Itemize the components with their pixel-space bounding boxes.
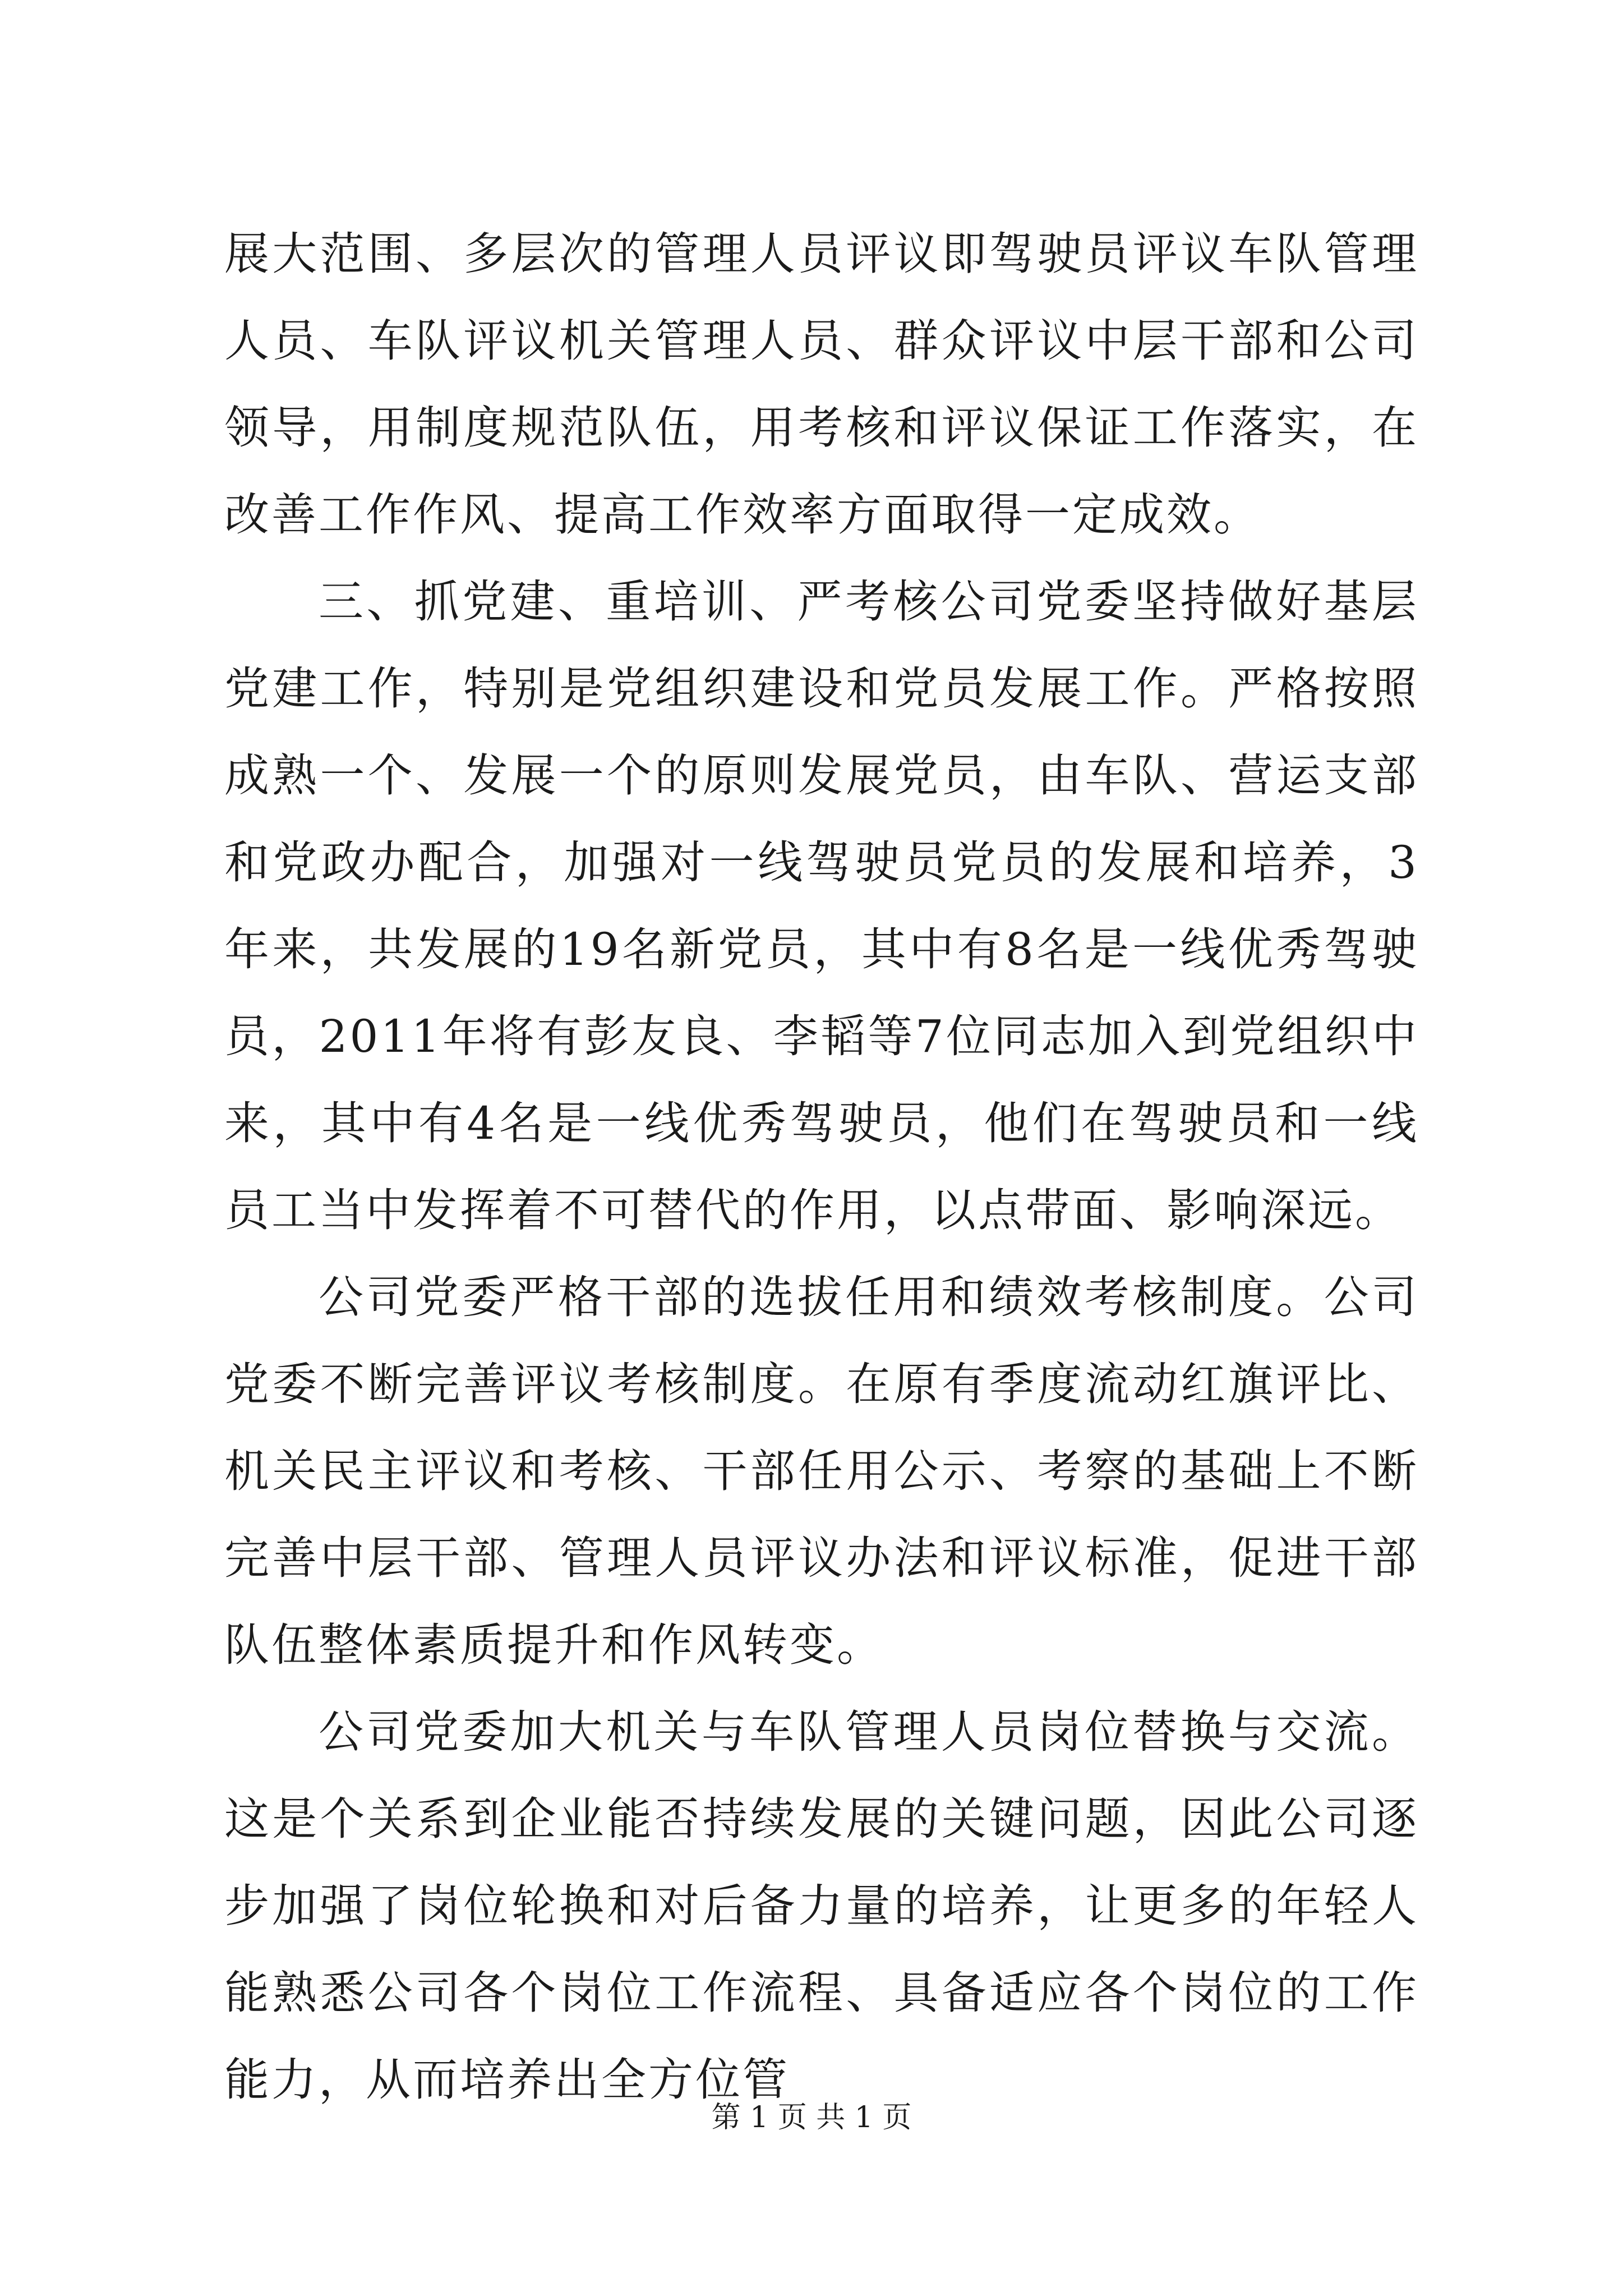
paragraph-cadre-assessment: 公司党委严格干部的选拔任用和绩效考核制度。公司党委不断完善评议考核制度。在原有季度流动红旗评比、机关民主评议和考核、干部任用公示、考察的基础上不断完善中层干部、管理人员评议办法和评议标准，促进干部队伍整体素质提升和作风转变。 bbox=[224, 1271, 1419, 1671]
page-footer: 第 1 页 共 1 页 bbox=[711, 2101, 912, 2134]
document-body bbox=[224, 210, 1419, 2123]
paragraph-job-rotation: 公司党委加大机关与车队管理人员岗位替换与交流。这是个关系到企业能否持续发展的关键问题，因此公司逐步加强了岗位轮换和对后备力量的培养，让更多的年轻人能熟悉公司各个岗位工作流程、具备适应各个岗位的工作能力，从而培养出全方位管 bbox=[224, 1706, 1419, 2106]
paragraph-party-building: 三、抓党建、重培训、严考核公司党委坚持做好基层党建工作，特别是党组织建设和党员发展工作。严格按照成熟一个、发展一个的原则发展党员，由车队、营运支部和党政办配合，加强对一线驾驶员党员的发展和培养，3年来，共发展的19名新党员，其中有8名是一线优秀驾驶员，2011年将有彭友良、李韬等7位同志加入到党组织中来，其中有4名是一线优秀驾驶员，他们在驾驶员和一线员工当中发挥着不可替代的作用，以点带面、影响深远。 bbox=[224, 576, 1419, 1236]
paragraph-continuation: 展大范围、多层次的管理人员评议即驾驶员评议车队管理人员、车队评议机关管理人员、群众评议中层干部和公司领导，用制度规范队伍，用考核和评议保证工作落实，在改善工作作风、提高工作效率方面取得一定成效。 bbox=[224, 228, 1419, 541]
